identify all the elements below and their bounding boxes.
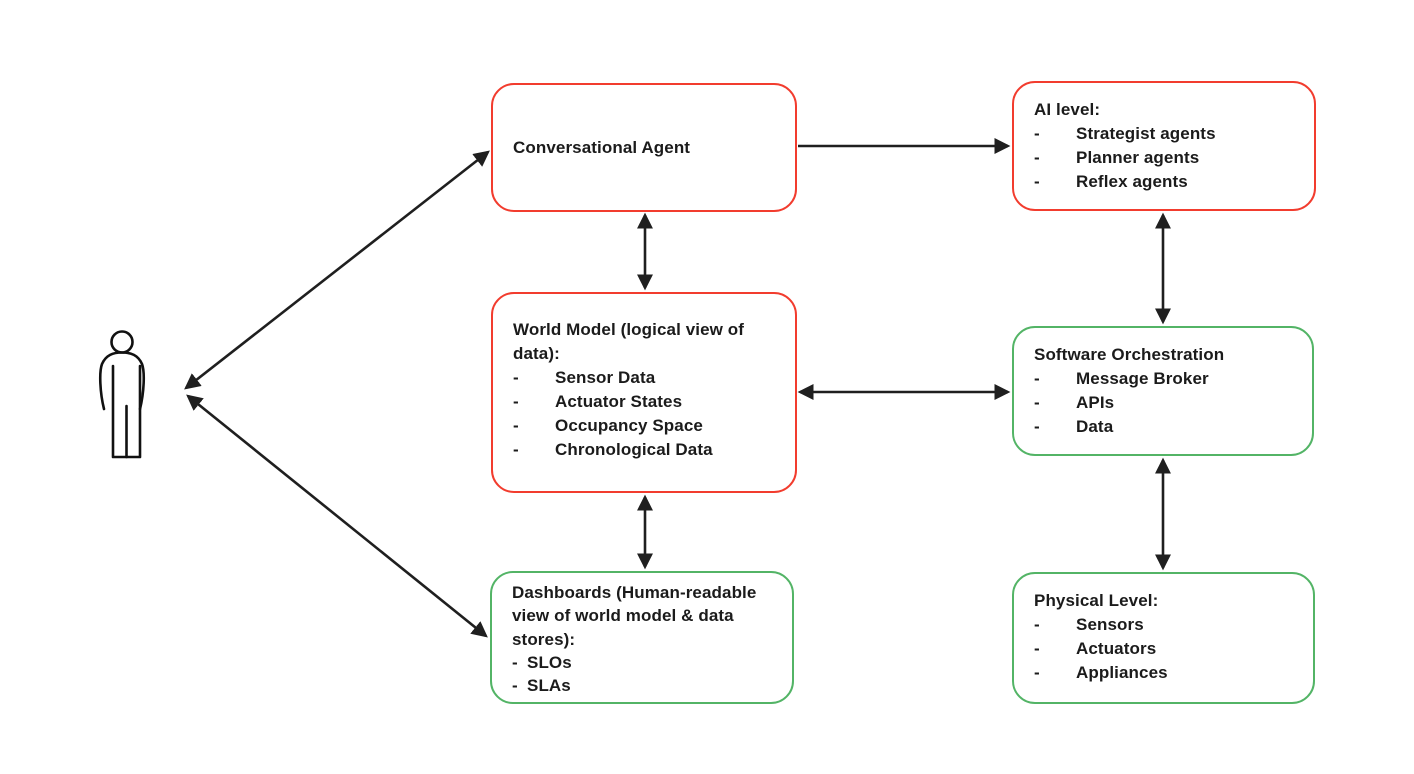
list-item-label: Message Broker [1076, 369, 1209, 388]
arrow-user-conversational [186, 152, 488, 388]
box-title: Dashboards (Human-readable view of world model & data stores): [512, 583, 757, 649]
list-item-label: SLOs [527, 652, 572, 672]
box-title: Physical Level: [1034, 591, 1159, 610]
list-item [1034, 613, 1293, 637]
box-software-orchestration [1012, 326, 1314, 456]
list-item-label: Sensors [1076, 615, 1144, 634]
bullet-dash: - [1034, 369, 1040, 388]
bullet-dash: - [1034, 663, 1040, 682]
list-item [513, 390, 775, 414]
bullet-dash: - [1034, 148, 1040, 167]
list-item [513, 414, 775, 438]
list-item-label: Reflex agents [1076, 172, 1188, 191]
list-item-label: Actuators [1076, 639, 1157, 658]
list-item [512, 674, 772, 697]
bullet-dash: - [513, 368, 519, 387]
list-item [1034, 367, 1292, 391]
bullet-dash: - [512, 676, 518, 696]
bullet-dash: - [1034, 172, 1040, 191]
list-item [1034, 146, 1294, 170]
list-item [1034, 661, 1293, 685]
box-title: Software Orchestration [1034, 345, 1225, 364]
list-item [512, 651, 772, 674]
box-title: AI level: [1034, 100, 1101, 119]
list-item-label: APIs [1076, 393, 1115, 412]
list-item-label: Chronological Data [555, 440, 713, 459]
box-title: World Model (logical view of data): [513, 320, 745, 363]
list-item-label: Occupancy Space [555, 416, 703, 435]
arrow-user-dashboards [188, 396, 486, 636]
box-ai-level [1012, 81, 1316, 211]
list-item-label: Data [1076, 417, 1114, 436]
bullet-dash: - [1034, 393, 1040, 412]
box-world-model [491, 292, 797, 493]
box-physical-level [1012, 572, 1315, 704]
list-item-label: Appliances [1076, 663, 1168, 682]
box-title: Conversational Agent [513, 137, 691, 157]
box-conversational-agent [491, 83, 797, 212]
list-item [513, 438, 775, 462]
list-item-label: Sensor Data [555, 368, 656, 387]
list-item [1034, 637, 1293, 661]
list-item [1034, 391, 1292, 415]
list-item-label: Strategist agents [1076, 124, 1216, 143]
bullet-dash: - [513, 416, 519, 435]
bullet-dash: - [513, 440, 519, 459]
list-item [513, 366, 775, 390]
bullet-dash: - [1034, 124, 1040, 143]
bullet-dash: - [513, 392, 519, 411]
bullet-dash: - [1034, 417, 1040, 436]
list-item-label: Actuator States [555, 392, 683, 411]
list-item-label: SLAs [527, 676, 571, 696]
bullet-dash: - [512, 652, 518, 672]
bullet-dash: - [1034, 615, 1040, 634]
list-item-label: Planner agents [1076, 148, 1200, 167]
box-dashboards [490, 571, 794, 704]
list-item [1034, 122, 1294, 146]
bullet-dash: - [1034, 639, 1040, 658]
list-item [1034, 415, 1292, 439]
user-person-icon [100, 332, 143, 458]
list-item [1034, 170, 1294, 194]
